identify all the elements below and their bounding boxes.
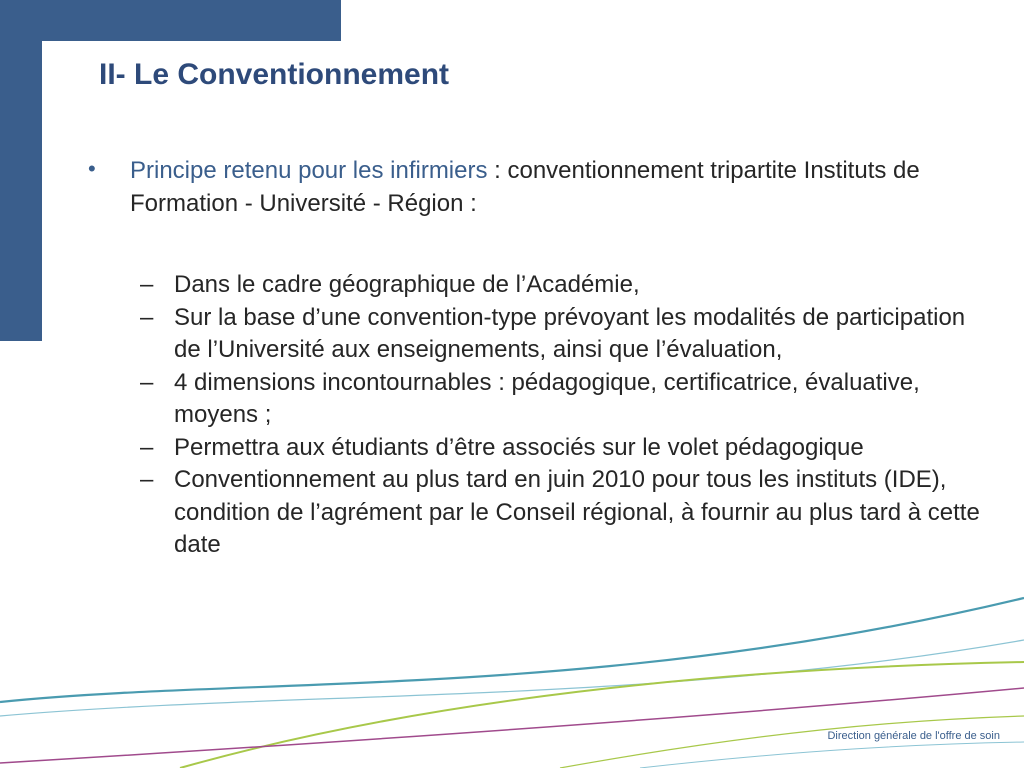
- sub-point-text: Conventionnement au plus tard en juin 2010 pour tous les instituts (IDE), condition de l’agrément par le Conseil régional, à fournir au plus tard à cette date: [174, 466, 980, 558]
- dash-marker: –: [140, 303, 154, 331]
- lightblue-curve: [0, 640, 1024, 716]
- main-point-rest: : conventionnement tripartite Instituts de Formation - Université - Région :: [130, 157, 920, 217]
- slide-title: II- Le Conventionnement: [99, 58, 450, 91]
- dash-marker: –: [140, 368, 154, 396]
- teal-curve: [0, 598, 1024, 702]
- green-curve: [180, 662, 1024, 768]
- sub-point-text: Sur la base d’une convention-type prévoyant les modalités de participation de l’Université aux enseignements, ainsi que l’évaluation,: [174, 303, 966, 363]
- sub-point-text: Permettra aux étudiants d’être associés sur le volet pédagogique: [174, 433, 864, 461]
- dash-marker: –: [140, 466, 154, 493]
- sub-point-text: 4 dimensions incontournables : pédagogique, certificatrice, évaluative, moyens ;: [174, 368, 920, 428]
- dash-marker: –: [140, 433, 154, 461]
- main-point-lead: Principe retenu pour les infirmiers: [130, 157, 488, 184]
- bullet-marker: •: [88, 156, 96, 181]
- sub-point-text: Dans le cadre géographique de l’Académie,: [174, 271, 640, 298]
- dash-marker: –: [140, 271, 154, 298]
- green-curve-lower: [560, 716, 1024, 768]
- footer-text: Direction générale de l'offre de soin: [827, 730, 1000, 742]
